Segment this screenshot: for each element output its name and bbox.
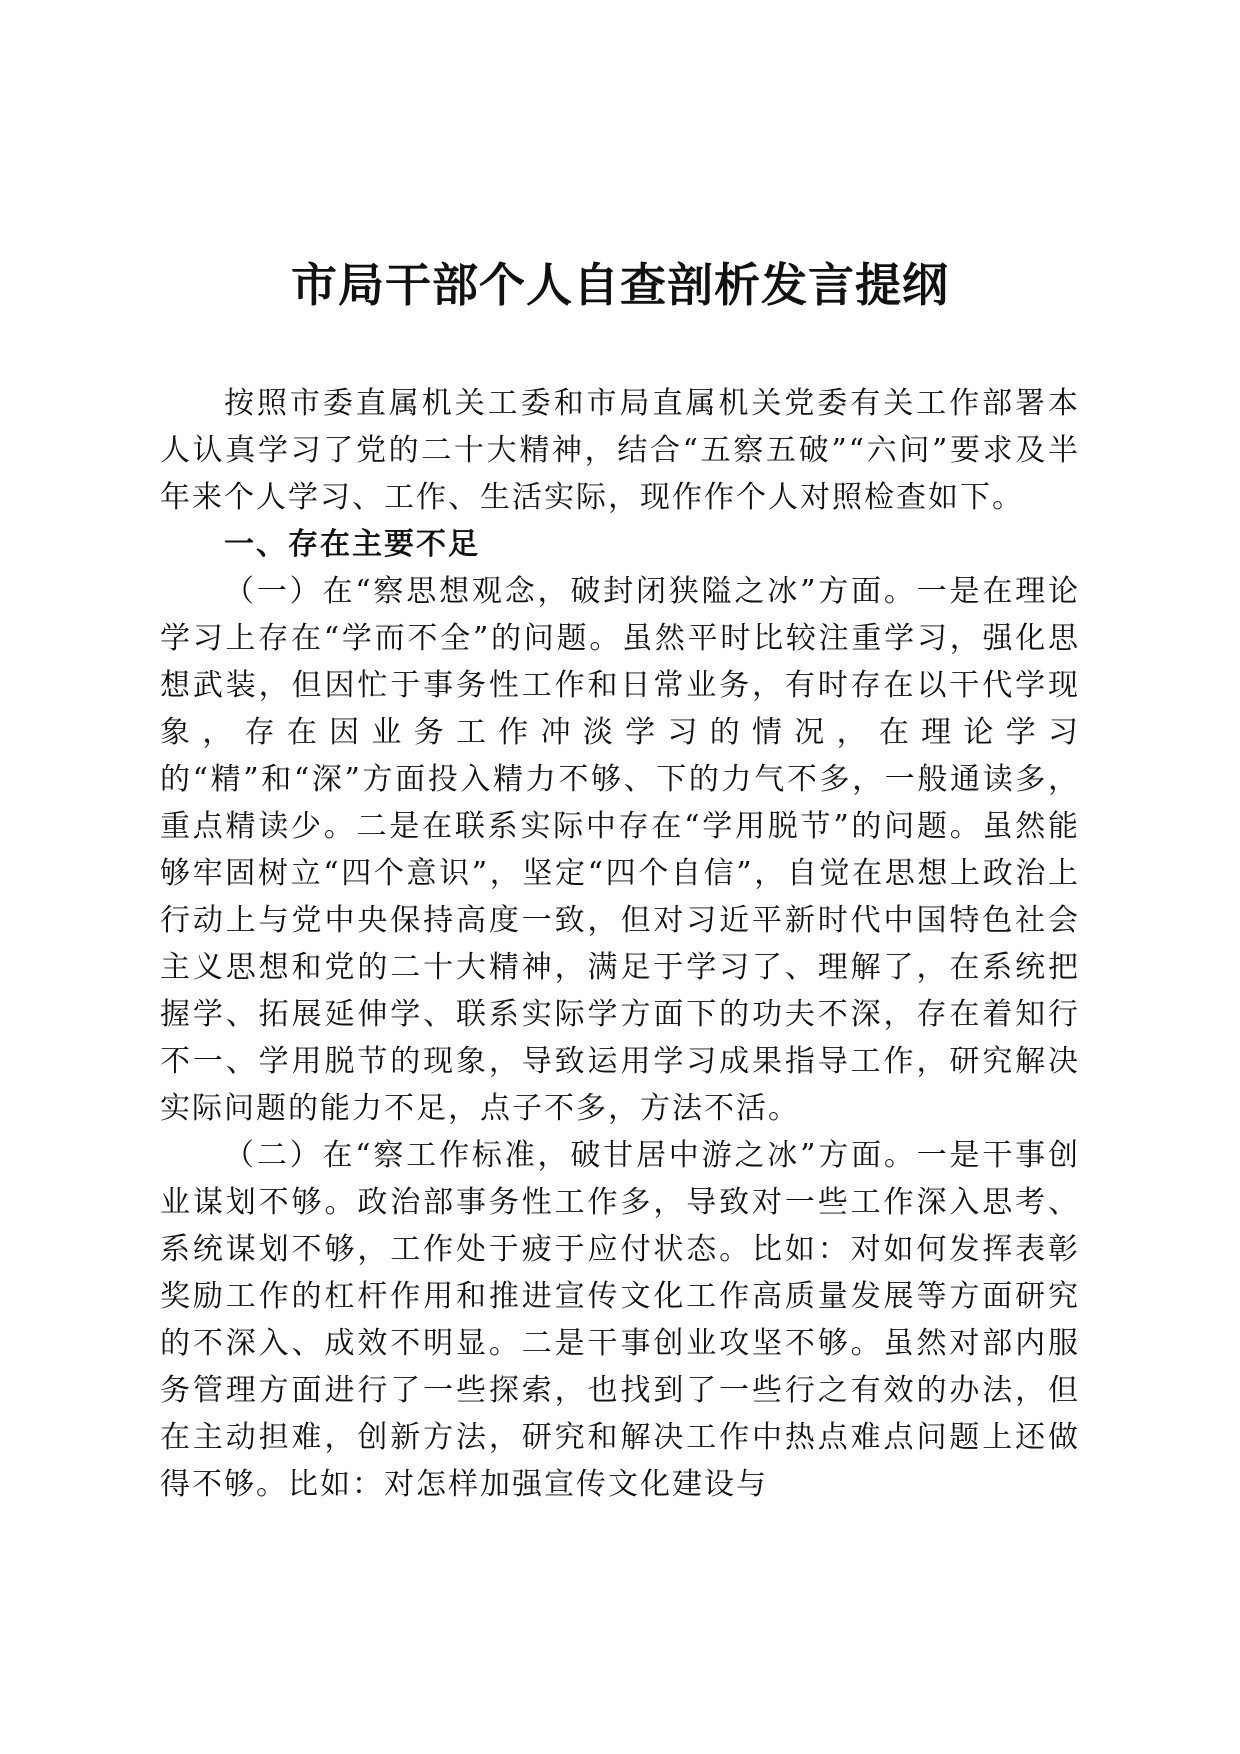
section-heading: 一、存在主要不足	[224, 527, 480, 562]
document-title: 市局干部个人自查剖析发言提纲	[291, 258, 949, 312]
paragraph-one: （一）在“察思想观念，破封闭狭隘之冰”方面。一是在理论学习上存在“学而不全”的问题。虽然平时比较注重学习，强化思想武装，但因忙于事务性工作和日常业务，有时存在以干代学现象，存在因业务工作冲淡学习的情况，在理论学习的“精”和“深”方面投入精力不够、下的力气不多，一般通读多，重点精读少。二是在联系实际中存在“学用脱节”的问题。虽然能够牢固树立“四个意识”，坚定“四个自信”，自觉在思想上政治上行动上与党中央保持高度一致，但对习近平新时代中国特色社会主义思想和党的二十大精神，满足于学习了、理解了，在系统把握学、拓展延伸学、联系实际学方面下的功夫不深，存在着知行不一、学用脱节的现象，导致运用学习成果指导工作，研究解决实际问题的能力不足，点子不多，方法不活。	[160, 574, 1080, 1126]
intro-paragraph: 按照市委直属机关工委和市局直属机关党委有关工作部署本人认真学习了党的二十大精神，结合“五察五破”“六问”要求及半年来个人学习、工作、生活实际，现作作个人对照检查如下。	[160, 386, 1080, 515]
document-body	[160, 380, 1080, 1508]
paragraph-two: （二）在“察工作标准，破甘居中游之冰”方面。一是干事创业谋划不够。政治部事务性工作多，导致对一些工作深入思考、系统谋划不够，工作处于疲于应付状态。比如：对如何发挥表彰奖励工作的杠杆作用和推进宣传文化工作高质量发展等方面研究的不深入、成效不明显。二是干事创业攻坚不够。虽然对部内服务管理方面进行了一些探索，也找到了一些行之有效的办法，但在主动担难，创新方法，研究和解决工作中热点难点问题上还做得不够。比如：对怎样加强宣传文化建设与	[160, 1138, 1080, 1502]
